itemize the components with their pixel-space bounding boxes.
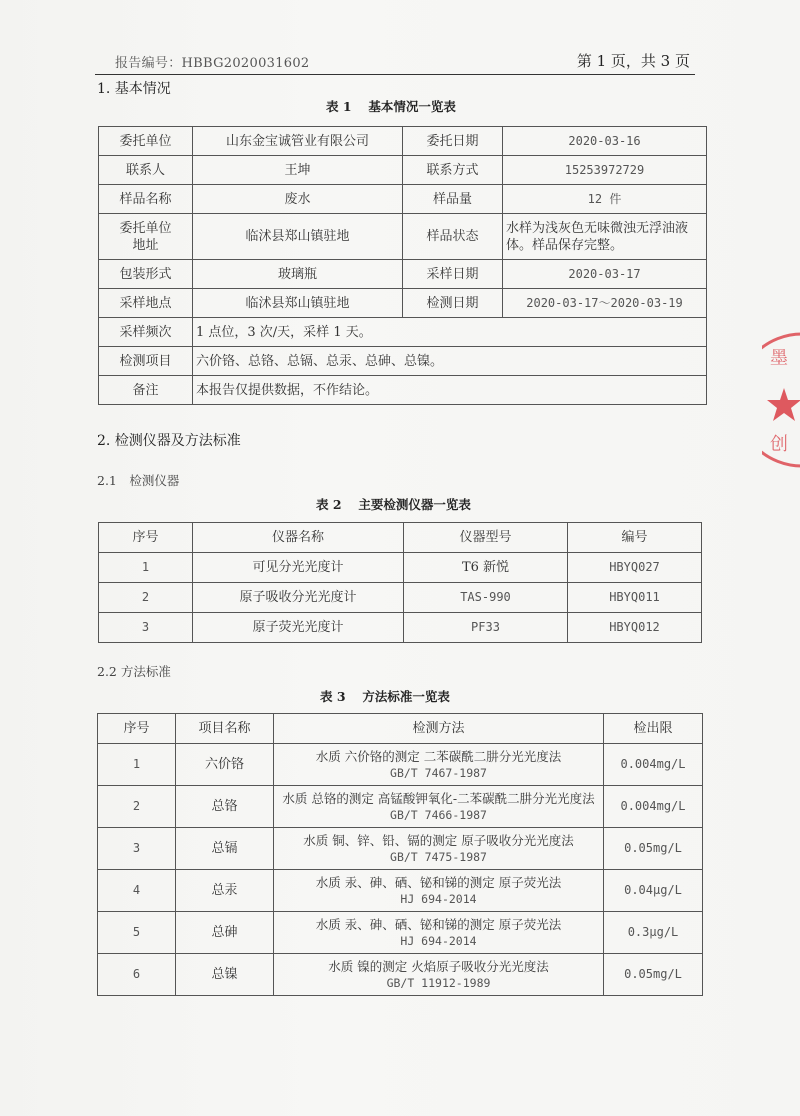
table-row	[99, 156, 707, 185]
row-index: 4	[98, 870, 176, 912]
field-value: 2020-03-17～2020-03-19	[503, 289, 707, 318]
field-value: 本报告仅提供数据，不作结论。	[193, 376, 707, 405]
detection-limit: 0.05mg/L	[604, 828, 703, 870]
method-standard: GB/T 7475-1987	[390, 849, 487, 864]
method-standard: GB/T 11912-1989	[386, 975, 491, 990]
table-3-caption: 表 3 方法标准一览表	[320, 689, 450, 704]
table-row	[98, 828, 703, 870]
field-label: 包装形式	[99, 260, 193, 289]
table-row	[98, 786, 703, 828]
instrument-name: 可见分光光度计	[193, 553, 404, 583]
detection-limit: 0.04μg/L	[604, 870, 703, 912]
table-row	[99, 289, 707, 318]
method-name: 水质 铜、锌、铅、镉的测定 原子吸收分光光度法	[303, 832, 574, 848]
field-label: 采样频次	[99, 318, 193, 347]
field-label: 采样地点	[99, 289, 193, 318]
report-number-label: 报告编号：	[115, 56, 182, 71]
method-cell	[274, 954, 604, 996]
row-index: 3	[98, 828, 176, 870]
report-number-value: HBBG2020031602	[181, 56, 310, 71]
field-label: 委托单位	[99, 127, 193, 156]
table-row	[99, 185, 707, 214]
instrument-model: PF33	[404, 613, 568, 643]
method-name: 水质 汞、砷、硒、铋和锑的测定 原子荧光法	[315, 916, 562, 932]
method-cell	[274, 870, 604, 912]
field-value: 山东金宝诚管业有限公司	[193, 127, 403, 156]
table-header-row	[99, 523, 702, 553]
instrument-table	[98, 522, 702, 643]
method-standard: GB/T 7467-1987	[390, 765, 487, 780]
row-index: 1	[98, 744, 176, 786]
field-value: 王坤	[193, 156, 403, 185]
field-label: 委托日期	[403, 127, 503, 156]
field-label: 样品量	[403, 185, 503, 214]
field-label: 委托单位 地址	[99, 214, 193, 260]
field-value: 临沭县郑山镇驻地	[193, 289, 403, 318]
field-value: 15253972729	[503, 156, 707, 185]
page-indicator: 第 1 页，共 3 页	[576, 52, 690, 70]
column-header: 编号	[568, 523, 702, 553]
method-standard: GB/T 7466-1987	[390, 807, 487, 822]
column-header: 检测方法	[274, 714, 604, 744]
method-standard: HJ 694-2014	[400, 891, 477, 906]
field-value: 六价铬、总铬、总镉、总汞、总砷、总镍。	[193, 347, 707, 376]
section-2-2-title: 2.2 方法标准	[97, 664, 171, 679]
instrument-id: HBYQ012	[568, 613, 702, 643]
method-standard: HJ 694-2014	[400, 933, 477, 948]
instrument-model: TAS-990	[404, 583, 568, 613]
row-index: 3	[99, 613, 193, 643]
table-row	[99, 318, 707, 347]
instrument-name: 原子吸收分光光度计	[193, 583, 404, 613]
instrument-id: HBYQ027	[568, 553, 702, 583]
table-2-caption: 表 2 主要检测仪器一览表	[316, 497, 471, 512]
field-value: 2020-03-16	[503, 127, 707, 156]
svg-text:墨: 墨	[770, 348, 788, 369]
column-header: 项目名称	[176, 714, 274, 744]
row-index: 2	[99, 583, 193, 613]
column-header: 仪器型号	[404, 523, 568, 553]
field-value: 1 点位，3 次/天，采样 1 天。	[193, 318, 707, 347]
column-header: 检出限	[604, 714, 703, 744]
field-value: 废水	[193, 185, 403, 214]
field-value: 玻璃瓶	[193, 260, 403, 289]
field-value: 2020-03-17	[503, 260, 707, 289]
method-cell	[274, 828, 604, 870]
table-row	[99, 376, 707, 405]
field-label: 采样日期	[403, 260, 503, 289]
detection-limit: 0.004mg/L	[604, 744, 703, 786]
table-row	[99, 214, 707, 260]
instrument-id: HBYQ011	[568, 583, 702, 613]
item-name: 总砷	[176, 912, 274, 954]
item-name: 总铬	[176, 786, 274, 828]
table-row	[99, 127, 707, 156]
table-row	[99, 583, 702, 613]
table-row	[98, 912, 703, 954]
field-label: 联系人	[99, 156, 193, 185]
field-label: 联系方式	[403, 156, 503, 185]
field-value: 水样为浅灰色无味微浊无浮油液体。样品保存完整。	[503, 214, 707, 260]
row-index: 5	[98, 912, 176, 954]
method-table	[97, 713, 703, 996]
table-header-row	[98, 714, 703, 744]
svg-text:创: 创	[770, 434, 788, 455]
item-name: 总镉	[176, 828, 274, 870]
table-row	[98, 954, 703, 996]
row-index: 2	[98, 786, 176, 828]
instrument-name: 原子荧光光度计	[193, 613, 404, 643]
detection-limit: 0.05mg/L	[604, 954, 703, 996]
table-row	[99, 260, 707, 289]
detection-limit: 0.004mg/L	[604, 786, 703, 828]
column-header: 序号	[98, 714, 176, 744]
method-cell	[274, 912, 604, 954]
field-label: 样品名称	[99, 185, 193, 214]
method-cell	[274, 786, 604, 828]
row-index: 6	[98, 954, 176, 996]
table-row	[99, 347, 707, 376]
row-index: 1	[99, 553, 193, 583]
basic-info-table	[98, 126, 707, 405]
field-value: 临沭县郑山镇驻地	[193, 214, 403, 260]
field-label: 样品状态	[403, 214, 503, 260]
field-label: 备注	[99, 376, 193, 405]
section-1-title: 1. 基本情况	[97, 81, 171, 97]
section-2-title: 2. 检测仪器及方法标准	[97, 433, 241, 449]
method-cell	[274, 744, 604, 786]
instrument-model: T6 新悦	[404, 553, 568, 583]
item-name: 六价铬	[176, 744, 274, 786]
method-name: 水质 六价铬的测定 二苯碳酰二肼分光光度法	[315, 748, 562, 764]
field-label: 检测日期	[403, 289, 503, 318]
detection-limit: 0.3μg/L	[604, 912, 703, 954]
item-name: 总镍	[176, 954, 274, 996]
table-row	[99, 553, 702, 583]
method-name: 水质 镍的测定 火焰原子吸收分光光度法	[328, 958, 549, 974]
table-row	[99, 613, 702, 643]
method-name: 水质 汞、砷、硒、铋和锑的测定 原子荧光法	[315, 874, 562, 890]
field-value: 12 件	[503, 185, 707, 214]
column-header: 仪器名称	[193, 523, 404, 553]
table-1-caption: 表 1 基本情况一览表	[326, 99, 456, 114]
field-label: 检测项目	[99, 347, 193, 376]
column-header: 序号	[99, 523, 193, 553]
method-name: 水质 总铬的测定 高锰酸钾氧化-二苯碳酰二肼分光光度法	[282, 790, 595, 806]
report-number	[115, 52, 310, 71]
section-2-1-title: 2.1 检测仪器	[97, 473, 180, 488]
header-rule	[95, 74, 695, 75]
page-header	[115, 50, 690, 72]
red-seal-stamp	[762, 330, 800, 470]
table-row	[98, 744, 703, 786]
table-row	[98, 870, 703, 912]
item-name: 总汞	[176, 870, 274, 912]
